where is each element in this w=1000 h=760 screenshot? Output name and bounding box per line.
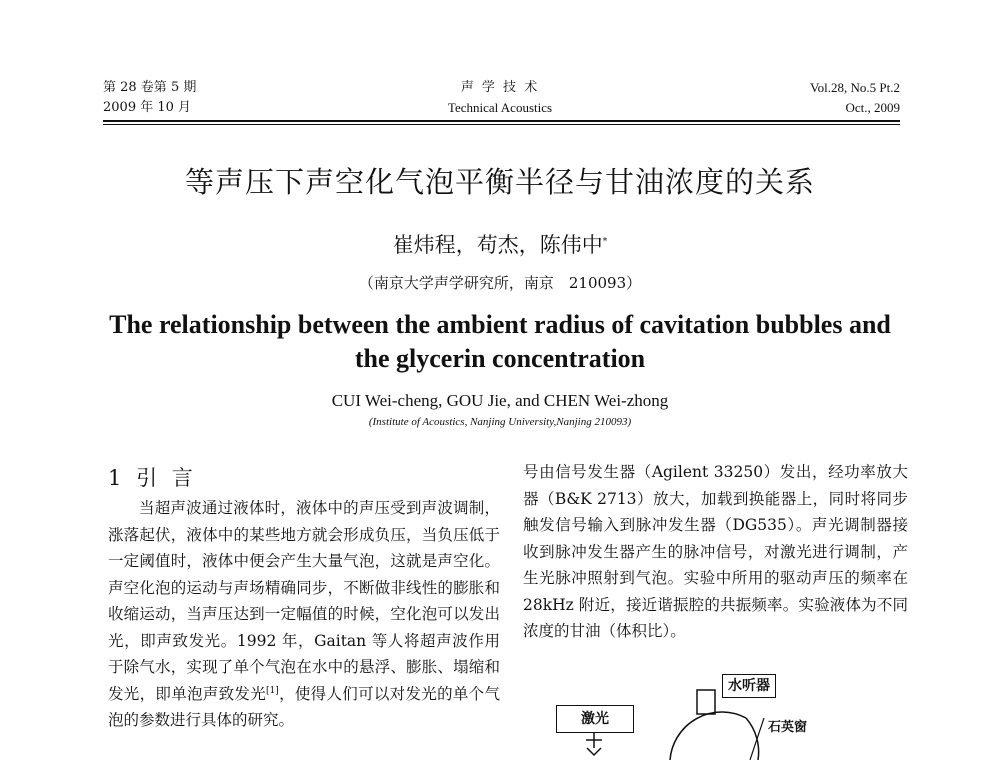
journal-name-en: Technical Acoustics	[447, 100, 553, 115]
intro-paragraph-end: ，使得人们可以对发光的单个气泡的参数进行具体的研究。	[108, 684, 500, 729]
corresponding-author-mark: *	[602, 237, 608, 247]
volume-cn: 第 28 卷第 5 期	[103, 80, 197, 95]
section-title: 引 言	[136, 466, 197, 490]
paper-title-en	[100, 308, 900, 376]
hydrophone-shape	[697, 690, 715, 714]
date-en: Oct., 2009	[845, 100, 900, 115]
body-text-right: 号由信号发生器（Agilent 33250）发出，经功率放大器（B&K 2713）放大，加载到换能器上，同时将同步触发信号输入到脉冲发生器（DG535）。声光调制器接收到脉冲发生器产生的脉冲信号，对激光进行调制，产生光脉冲照射到气泡。实验中所用的驱动声压的频率在 28kHz 附近，接近谐振腔的共振频率。实验液体为不同浓度的甘油（体积比）。	[523, 463, 908, 640]
laser-label: 激光	[556, 705, 634, 733]
header-rule	[103, 120, 900, 122]
citation-ref: [1]	[266, 685, 279, 696]
quartz-window-pointer	[750, 718, 764, 760]
volume-en: Vol.28, No.5 Pt.2	[809, 80, 900, 95]
hydrophone-label: 水听器	[722, 674, 776, 698]
paper-title-en-line2: the glycerin concentration	[354, 344, 646, 373]
authors-cn	[0, 229, 1000, 259]
intro-paragraph: 当超声波通过液体时，液体中的声压受到声波调制，涨落起伏，液体中的某些地方就会形成负压，当负压低于一定阈值时，液体中便会产生大量气泡，这就是声空化。声空化泡的运动与声场精确同步，不断做非线性的膨胀和收缩运动，当声压达到一定幅值的时候，空化泡可以发出光，即声致发光。1992 年，Gaitan 等人将超声波作用于除气水，实现了单个气泡在水中的悬浮、膨胀、塌缩和发光，即单泡声致发光	[108, 499, 500, 703]
paper-title-cn: 等声压下声空化气泡平衡半径与甘油浓度的关系	[184, 165, 815, 199]
affiliation-en: (Institute of Acoustics, Nanjing University,Nanjing 210093)	[368, 416, 632, 428]
section-number: 1	[108, 466, 126, 490]
date-cn: 2009 年 10 月	[103, 100, 192, 115]
quartz-window-label: 石英窗	[768, 720, 808, 735]
authors-en: CUI Wei-cheng, GOU Jie, and CHEN Wei-zhong	[331, 391, 669, 410]
authors-cn-names: 崔炜程，苟杰，陈伟中	[392, 233, 603, 257]
resonator-flask	[670, 712, 746, 760]
header-rule-thin	[103, 124, 900, 125]
body-text-left	[108, 495, 500, 734]
journal-name-cn: 声 学 技 术	[460, 80, 540, 95]
affiliation-cn: （南京大学声学研究所，南京 210093）	[358, 274, 642, 292]
section-heading	[108, 462, 197, 492]
paper-title-en-line1: The relationship between the ambient radius of cavitation bubbles and	[109, 310, 891, 339]
